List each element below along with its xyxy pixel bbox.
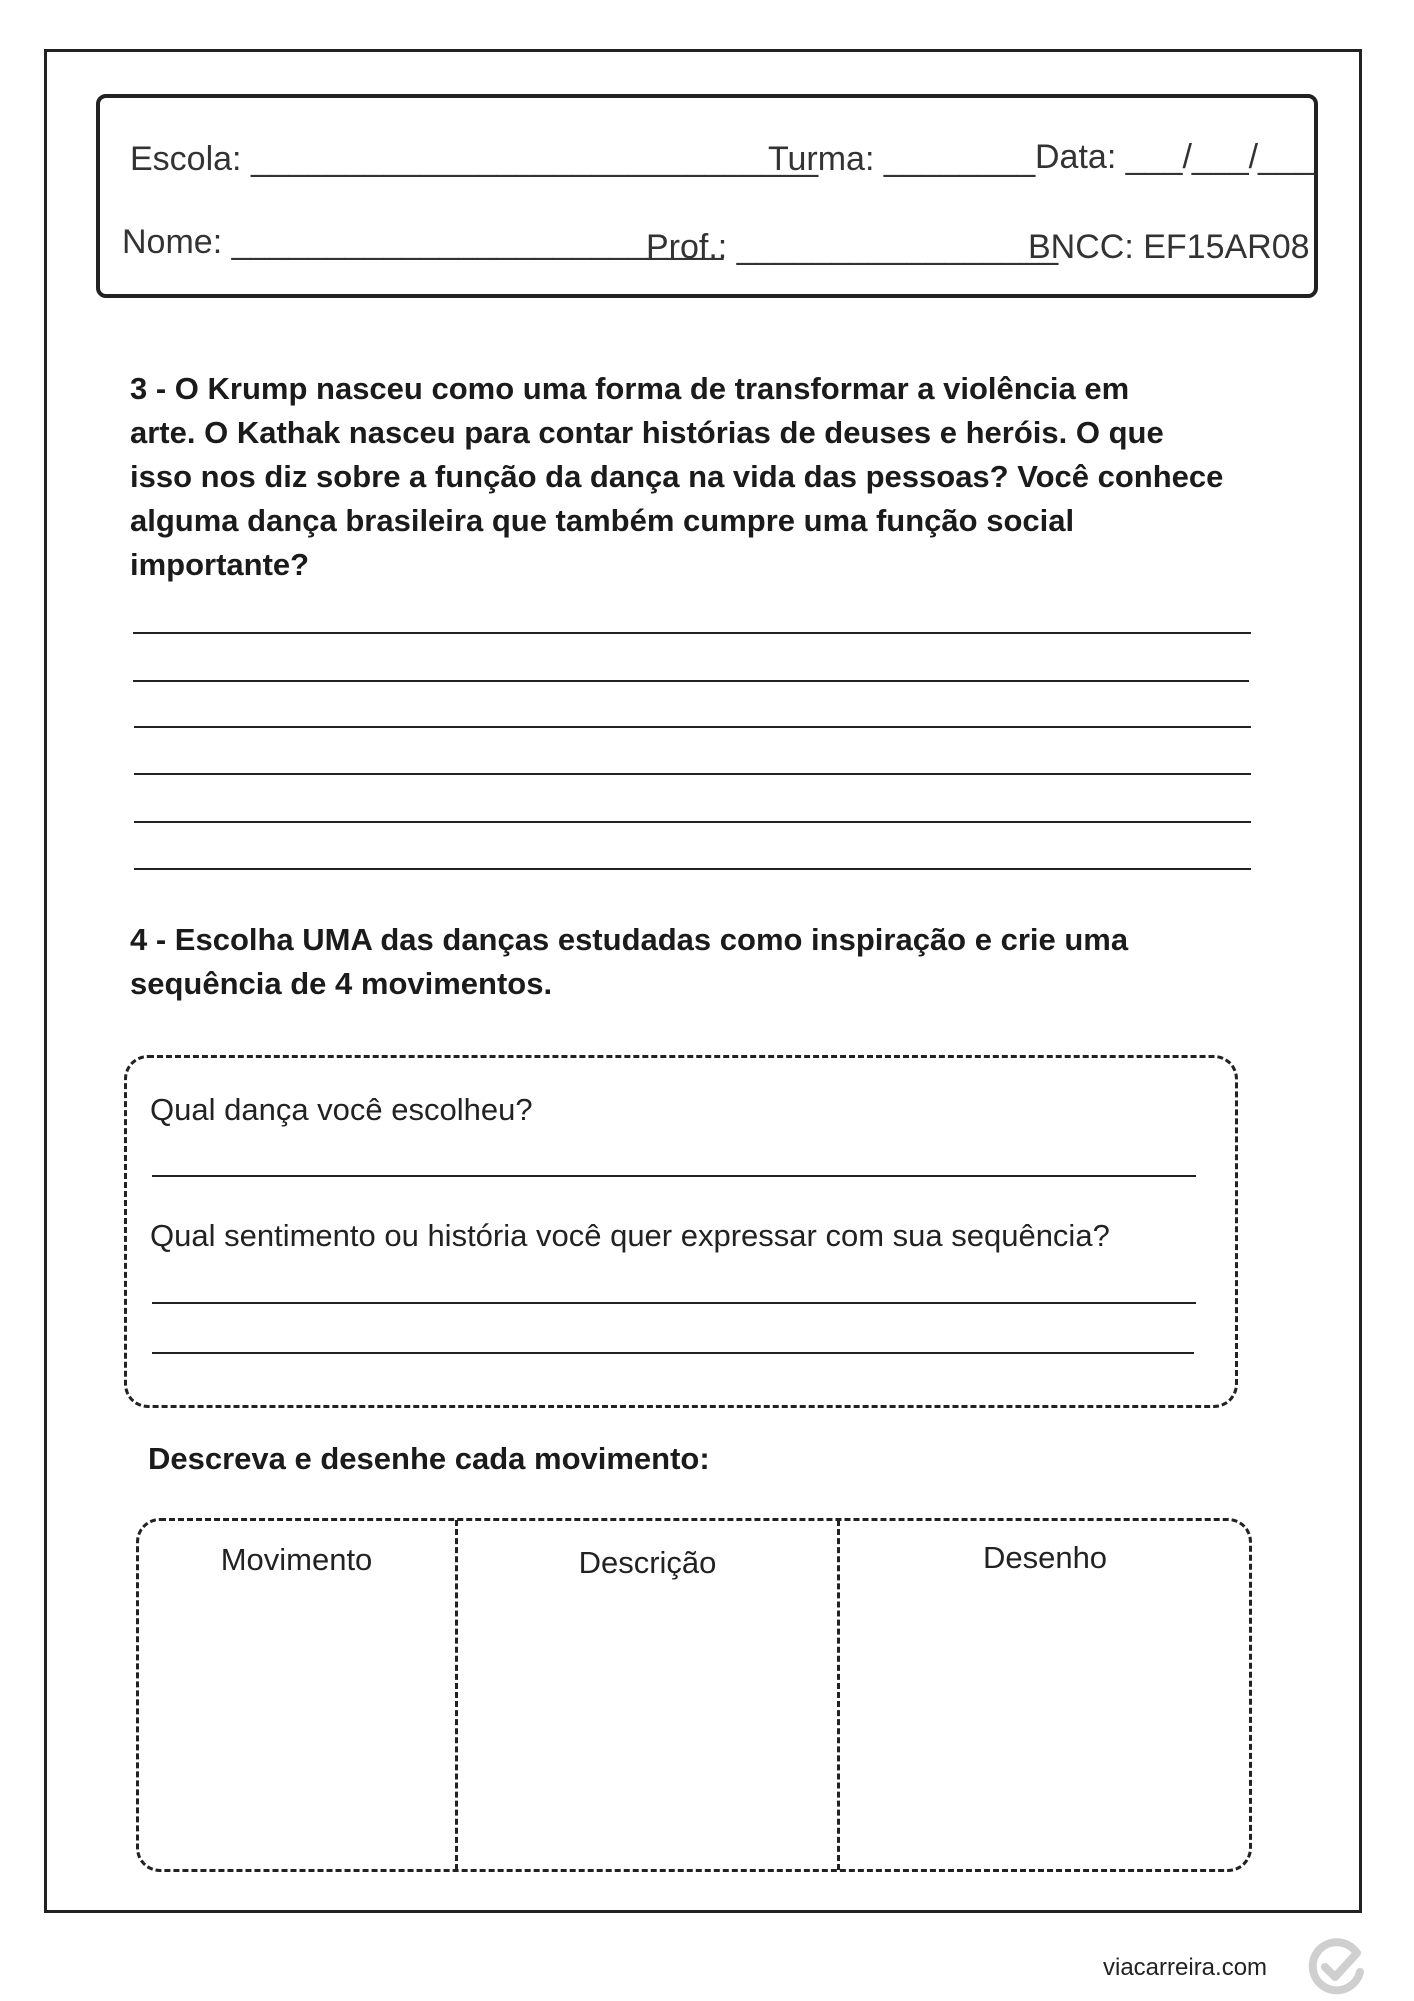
- answer-line[interactable]: [134, 868, 1251, 870]
- site-url[interactable]: viacarreira.com: [1103, 1954, 1268, 1981]
- dance-prompt: Qual dança você escolheu?: [150, 1092, 533, 1127]
- question-3-line: arte. O Kathak nasceu para contar histórias de deuses e heróis. O que: [130, 415, 1164, 450]
- question-3-line: importante?: [130, 547, 310, 582]
- question-4-line: sequência de 4 movimentos.: [130, 966, 553, 1001]
- dance-answer-line[interactable]: [152, 1175, 1196, 1177]
- date-field[interactable]: Data: ___/___/___: [1035, 138, 1315, 176]
- answer-line[interactable]: [134, 773, 1251, 775]
- question-3-line: 3 - O Krump nasceu como uma forma de transformar a violência em: [130, 371, 1130, 406]
- checkmark-logo-icon: [1308, 1938, 1366, 1996]
- answer-line[interactable]: [134, 726, 1251, 728]
- question-4-line: 4 - Escolha UMA das danças estudadas como inspiração e crie uma: [130, 922, 1129, 957]
- school-field[interactable]: Escola: ______________________________: [130, 140, 819, 178]
- name-field[interactable]: Nome: __________________________: [122, 223, 724, 261]
- column-header-movement: Movimento: [220, 1542, 373, 1577]
- question-3-line: alguma dança brasileira que também cumpre uma função social: [130, 503, 1075, 538]
- question-3-text: [130, 367, 1270, 587]
- teacher-field[interactable]: Prof.: _________________: [646, 228, 1059, 266]
- column-header-drawing: Desenho: [982, 1540, 1108, 1575]
- feeling-answer-line[interactable]: [152, 1302, 1196, 1304]
- question-3-line: isso nos diz sobre a função da dança na vida das pessoas? Você conhece: [130, 459, 1224, 494]
- class-field[interactable]: Turma: ________: [768, 140, 1036, 178]
- feeling-answer-line[interactable]: [152, 1352, 1194, 1354]
- feeling-prompt: Qual sentimento ou história você quer expressar com sua sequência?: [150, 1218, 1110, 1253]
- question-4-text: [130, 918, 1270, 1006]
- column-header-description: Descrição: [578, 1545, 717, 1580]
- answer-line[interactable]: [134, 821, 1251, 823]
- answer-line[interactable]: [133, 680, 1249, 682]
- bncc-code: BNCC: EF15AR08: [1028, 228, 1310, 266]
- describe-title: Descreva e desenhe cada movimento:: [148, 1441, 710, 1476]
- answer-line[interactable]: [133, 632, 1251, 634]
- header-box: [96, 94, 1318, 298]
